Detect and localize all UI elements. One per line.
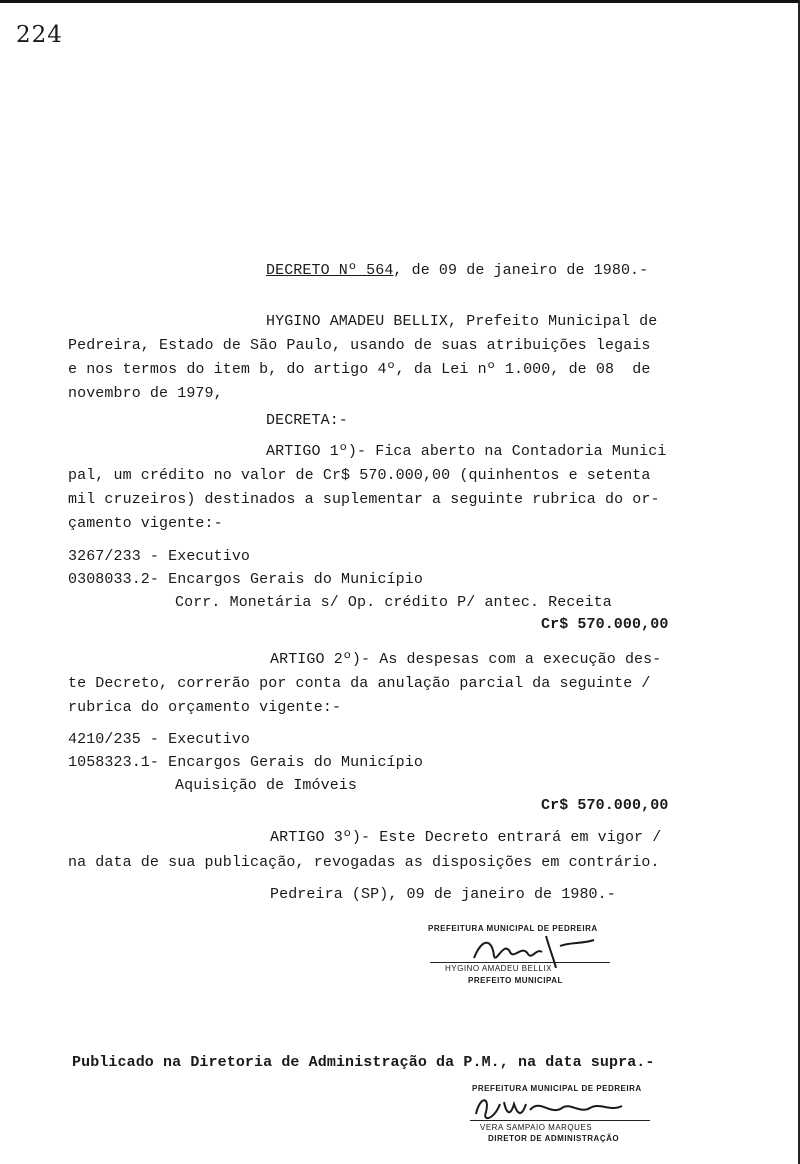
preamble-line: novembro de 1979, (68, 385, 223, 402)
signature-line (430, 962, 610, 963)
stamp1-role: PREFEITO MUNICIPAL (468, 976, 563, 985)
decree-date: , de 09 de janeiro de 1980.- (393, 262, 649, 279)
closing-date: Pedreira (SP), 09 de janeiro de 1980.- (270, 886, 616, 903)
preamble-line: Pedreira, Estado de São Paulo, usando de suas atribuições legais (68, 337, 651, 354)
rubrica1-code: 3267/233 - Executivo (68, 548, 251, 565)
publication-note: Publicado na Diretoria de Administração da P.M., na data supra.- (72, 1054, 655, 1071)
preamble-line: HYGINO AMADEU BELLIX, Prefeito Municipal de (266, 313, 658, 330)
decree-title: DECRETO Nº 564 (266, 262, 394, 279)
signature-line (470, 1120, 650, 1121)
artigo1-line: mil cruzeiros) destinados a suplementar a seguinte rubrica do or- (68, 491, 660, 508)
artigo3-line: na data de sua publicação, revogadas as disposições em contrário. (68, 854, 660, 871)
rubrica2-amount: Cr$ 570.000,00 (541, 797, 669, 814)
rubrica1-amount: Cr$ 570.000,00 (541, 616, 669, 633)
rubrica1-description: Corr. Monetária s/ Op. crédito P/ antec. Receita (175, 594, 612, 611)
artigo3-line: ARTIGO 3º)- Este Decreto entrará em vigor / (270, 829, 662, 846)
artigo1-line: çamento vigente:- (68, 515, 223, 532)
artigo2-line: rubrica do orçamento vigente:- (68, 699, 342, 716)
decreta-heading: DECRETA:- (266, 412, 348, 429)
decree-header (266, 262, 648, 280)
artigo2-line: te Decreto, correrão por conta da anulação parcial da seguinte / (68, 675, 651, 692)
artigo2-line: ARTIGO 2º)- As despesas com a execução des- (270, 651, 662, 668)
stamp2-role: DIRETOR DE ADMINISTRAÇÃO (488, 1134, 620, 1143)
stamp1-org: PREFEITURA MUNICIPAL DE PEDREIRA (428, 924, 598, 933)
artigo1-line: pal, um crédito no valor de Cr$ 570.000,00 (quinhentos e setenta (68, 467, 651, 484)
scan-top-edge (0, 0, 800, 3)
artigo1-line: ARTIGO 1º)- Fica aberto na Contadoria Munici (266, 443, 667, 460)
rubrica2-description: Aquisição de Imóveis (175, 777, 358, 794)
stamp1-name: HYGINO AMADEU BELLIX (445, 964, 552, 973)
rubrica2-code: 1058323.1- Encargos Gerais do Município (68, 754, 423, 771)
rubrica2-code: 4210/235 - Executivo (68, 731, 251, 748)
rubrica1-code: 0308033.2- Encargos Gerais do Município (68, 571, 423, 588)
page-number: 224 (16, 22, 63, 48)
stamp2-org: PREFEITURA MUNICIPAL DE PEDREIRA (472, 1084, 642, 1093)
stamp2-name: VERA SAMPAIO MARQUES (480, 1123, 593, 1132)
preamble-line: e nos termos do item b, do artigo 4º, da Lei nº 1.000, de 08 de (68, 361, 651, 378)
